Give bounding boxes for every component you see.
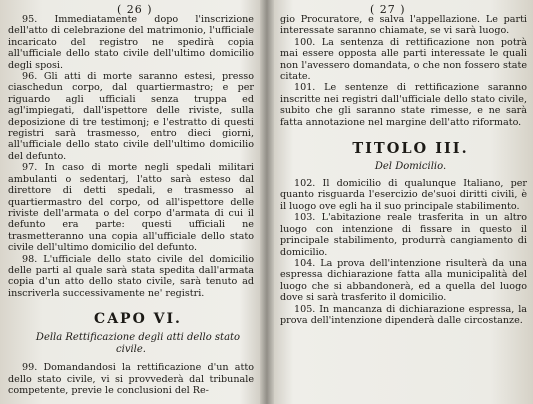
article-paragraph: 104. La prova dell'intenzione risulterà da una espressa dichiarazione fatta alla municipalità del luogo che si abbandonerà, ed a quella del luogo dove si sarà trasferito il domicilio. (280, 257, 527, 304)
page-body (8, 14, 254, 396)
page-body (280, 14, 527, 326)
title-subheading: Del Domicilio. (374, 161, 447, 173)
article-paragraph: 105. In mancanza di dichiarazione espressa, la prova dell'intenzione dipenderà dalle circostanze. (280, 303, 527, 326)
article-paragraph: 97. In caso di morte negli spedali militari ambulanti o sedentarj, l'atto sarà esteso dal direttore di detti spedali, e trasmesso al quartiermastro del corpo, od all'ispettore delle riviste dell'armata o del corpo d'armata di cui il defunto era parte: questi ufficiali ne trasmetteranno una copia all'ufficiale dello stato civile dell'ultimo domicilio del defunto. (8, 162, 254, 254)
chapter-subheading: Della Rettificazione degli atti dello stato civile. (35, 332, 241, 356)
article-paragraph: 100. La sentenza di rettificazione non potrà mai essere opposta alle parti interessate le quali non l'avessero domandata, o che non fossero state citate. (280, 36, 527, 83)
article-paragraph: 98. L'ufficiale dello stato civile del domicilio delle parti al quale sarà stata spedita dall'armata copia d'un atto dello stato civile, sarà tenuto ad inscriverla successivamente ne' registri. (8, 253, 254, 299)
chapter-heading: CAPO VI. (94, 311, 182, 328)
title-heading: TITOLO III. (352, 140, 469, 158)
page-number: ( 26 ) (117, 3, 153, 16)
article-paragraph: 99. Domandandosi la rettificazione d'un atto dello stato civile, vi si provvederà dal tribunale competente, previe le conclusioni del Re- (8, 362, 254, 396)
article-paragraph: 101. Le sentenze di rettificazione saranno inscritte nei registri dall'ufficiale dello stato civile, subito che gli saranno state rimesse, e ne sarà fatta annotazione nel margine dell'atto riformato. (280, 82, 527, 128)
page-number: ( 27 ) (370, 3, 406, 16)
article-paragraph: 96. Gli atti di morte saranno estesi, presso ciaschedun corpo, dal quartiermastro; e per riguardo agli ufficiali senza truppa ed agl'impiegati, dall'ispettore delle riviste, sulla deposizione di tre testimonj; e l'estratto di questi registri sarà trasmesso, entro dieci giorni, all'ufficiale dello stato civile dell'ultimo domicilio del defunto. (8, 71, 254, 162)
article-paragraph: 102. Il domicilio di qualunque Italiano, per quanto risguarda l'esercizio de'suoi diritti civili, è il luogo ove egli ha il suo principale stabilimento. (280, 178, 527, 212)
right-page (270, 0, 533, 404)
left-page (0, 0, 262, 404)
article-paragraph: gio Procuratore, e salva l'appellazione. Le parti interessate saranno chiamate, se vi sarà luogo. (280, 14, 527, 37)
article-paragraph: 95. Immediatamente dopo l'inscrizione dell'atto di celebrazione del matrimonio, l'ufficiale incaricato del registro ne spedirà copia all'ufficiale dello stato civile dell'ultimo domicilio degli sposi. (8, 14, 254, 71)
article-paragraph: 103. L'abitazione reale trasferita in un altro luogo con intenzione di fissare in questo il principale stabilimento, produrrà cangiamento di domicilio. (280, 212, 527, 258)
